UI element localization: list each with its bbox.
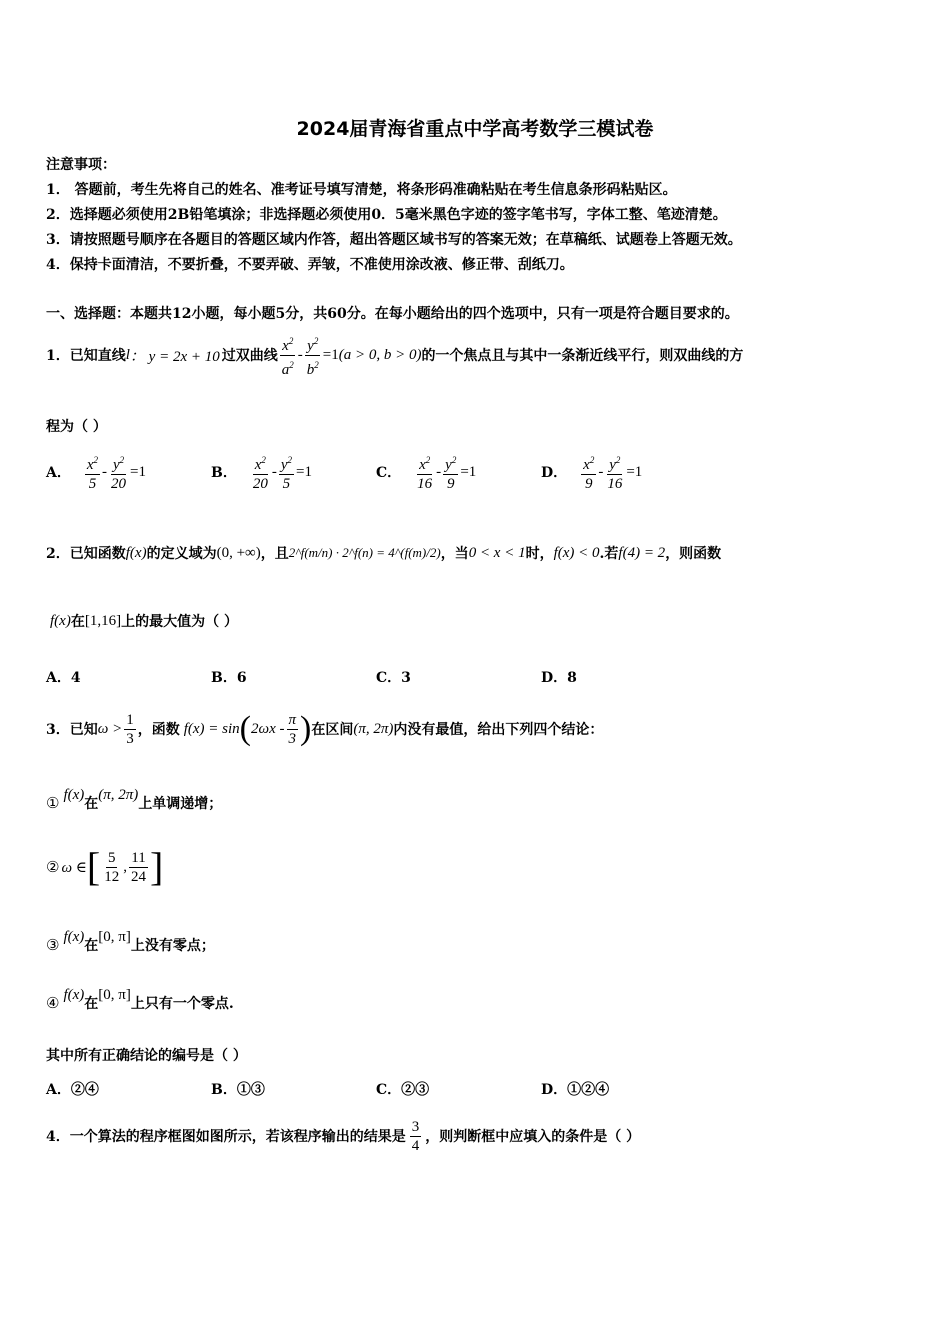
q1-option-c-label: C．	[376, 465, 402, 481]
q1-option-a-den-x: 5	[88, 476, 97, 492]
q2-option-c[interactable]: C．3	[376, 670, 411, 686]
q2-functional-equation: 2^f(m/n) · 2^f(n) = 4^(f(m)/2)	[288, 545, 441, 560]
q1-option-a[interactable]: A． $\frac{x^2}{5}$ - $\frac{y^2}{20}$ =1	[46, 450, 146, 494]
q1-mid-text: 过双曲线	[221, 348, 278, 364]
q1-option-b-den-y: 5	[282, 476, 291, 492]
q3-option-d[interactable]: D．①②④	[541, 1082, 610, 1098]
q3-post: 内没有最值，给出下列四个结论：	[393, 722, 604, 738]
q3-omega-cond: ω >	[97, 720, 123, 737]
q2-line2-post: 上的最大值为（ ）	[121, 614, 238, 630]
q2-prefix: 2．已知函数	[46, 546, 126, 562]
q4-den: 4	[411, 1137, 420, 1154]
q3-c4-post: 上只有一个零点.	[130, 996, 234, 1012]
q2-fx: f(x)	[125, 544, 147, 561]
q3-c1-mark: ①	[46, 794, 60, 812]
q3-c2-mark: ②	[46, 858, 60, 876]
q3-option-c[interactable]: C．②③	[376, 1082, 430, 1098]
q3-omega-num: 1	[126, 711, 134, 728]
q1-hyperbola-y-term: $\frac{y^2}{b^2}$	[305, 332, 321, 379]
q2-ruo: .若	[599, 546, 619, 562]
q3-c2-a-den: 12	[104, 868, 120, 885]
q1-hyperbola-x-term: $\frac{x^2}{a^2}$	[280, 332, 296, 379]
q1-option-a-label: A．	[46, 465, 71, 481]
q2-option-a[interactable]: A．4	[46, 670, 81, 686]
q1-option-d[interactable]: D． $\frac{x^2}{9}$ - $\frac{y^2}{16}$ =1	[541, 450, 642, 494]
q2-when: ，当	[440, 546, 469, 562]
q3-interval: (π, 2π)	[353, 720, 394, 737]
q1-line-equation: ： y = 2x + 10	[129, 348, 220, 365]
q3-c3-mark: ③	[46, 936, 60, 954]
question-1: 1．已知直线 l ： y = 2x + 10 过双曲线 $\frac{x^2}{a^2}$ - $\frac{y^2}{b^2}$ =1 (a > 0, b > 0) 的一个焦点且与其中一条渐近线平行，则双曲线的方	[46, 332, 743, 378]
q2-negative: f(x) < 0	[553, 544, 600, 561]
q3-conclusion-4	[46, 986, 234, 1020]
q1-line-name: l	[125, 346, 130, 363]
q2-line2-fx: f(x)	[50, 612, 71, 629]
q2-domain-text: 的定义域为	[146, 546, 217, 562]
q1-option-c-den-x: 16	[417, 476, 433, 492]
q2-range: 0 < x < 1	[468, 544, 526, 561]
q1-option-b[interactable]: B． $\frac{x^2}{20}$ - $\frac{y^2}{5}$ =1	[211, 450, 312, 494]
notice-item-4: 4．保持卡面清洁，不要折叠，不要弄破、弄皱，不准使用涂改液、修正带、刮纸刀。	[46, 257, 574, 273]
q3-c4-interval: [0, π]	[98, 986, 131, 1003]
q1-hyperbola-rhs: =1	[322, 346, 339, 363]
q3-omega-den: 3	[126, 730, 134, 747]
q3-argument: 2ωx -	[251, 720, 285, 737]
q3-c3-interval: [0, π]	[98, 928, 131, 945]
q3-question: 其中所有正确结论的编号是（ ）	[46, 1048, 247, 1064]
q2-option-d[interactable]: D．8	[541, 670, 577, 686]
q3-c4-zai: 在	[84, 996, 99, 1012]
q3-conclusion-2: ② ω ∈ [ $\frac{5}{12}$ , $\frac{11}{24}$ ]	[46, 844, 164, 889]
q1-post-text: 的一个焦点且与其中一条渐近线平行，则双曲线的方	[421, 348, 744, 364]
q3-c1-f: f(x)	[63, 786, 85, 803]
q1-option-d-label: D．	[541, 465, 568, 481]
q4-num: 3	[411, 1118, 420, 1135]
notice-item-1: 1． 答题前，考生先将自己的姓名、准考证号填写清楚，将条形码准确粘贴在考生信息条形码粘贴区。	[46, 182, 677, 198]
q3-three: 3	[288, 730, 296, 747]
notice-heading: 注意事项：	[46, 157, 116, 173]
q2-option-b[interactable]: B．6	[211, 670, 247, 686]
q3-c2-a-num: 5	[107, 849, 116, 866]
q3-c1-zai: 在	[84, 796, 99, 812]
q3-c3-zai: 在	[84, 938, 99, 954]
q3-c2-b-den: 24	[130, 868, 146, 885]
q2-zai: 在	[70, 614, 85, 630]
q1-continuation: 程为（ ）	[46, 419, 107, 435]
q3-c3-f: f(x)	[63, 928, 85, 945]
question-3: 3．已知 ω > $\frac{1}{3}$ ，函数 f(x) = sin ( 2ωx - $\frac{\pi}{3}$ ) 在区间 (π, 2π) 内没有最值，给出下列四个结论：	[46, 710, 604, 747]
q1-condition: (a > 0, b > 0)	[338, 346, 422, 363]
q3-func-text: ，函数	[137, 722, 180, 738]
q3-omega-fraction	[124, 711, 136, 748]
q3-fdef: f(x) = sin	[183, 720, 240, 737]
q4-post: ，则判断框中应填入的条件是（ ）	[425, 1129, 641, 1145]
q2-f4: f(4) = 2	[618, 544, 666, 561]
q1-option-b-den-x: 20	[252, 476, 268, 492]
q3-c2-b-num: 11	[131, 849, 146, 866]
q1-option-c[interactable]: C． $\frac{x^2}{16}$ - $\frac{y^2}{9}$ =1	[376, 450, 476, 494]
q3-conclusion-1	[46, 786, 222, 820]
q1-option-d-den-y: 16	[607, 476, 623, 492]
q3-prefix: 3．已知	[46, 722, 98, 738]
q3-pi: π	[288, 711, 297, 728]
q1-option-b-label: B．	[211, 465, 237, 481]
q3-c1-interval: (π, 2π)	[98, 786, 139, 803]
q3-c1-post: 上单调递增；	[138, 796, 223, 812]
page-title: 2024届青海省重点中学高考数学三模试卷	[296, 118, 654, 140]
notice-item-3: 3．请按照题号顺序在各题目的答题区域内作答，超出答题区域书写的答案无效；在草稿纸、试题卷上答题无效。	[46, 232, 742, 248]
q3-interval-pre: 在区间	[311, 722, 354, 738]
notice-item-2: 2．选择题必须使用2B铅笔填涂；非选择题必须使用0．5毫米黑色字迹的签字笔书写，字体工整、笔迹清楚。	[46, 207, 727, 223]
q3-c4-mark: ④	[46, 994, 60, 1012]
q3-c3-post: 上没有零点；	[130, 938, 215, 954]
q3-option-a[interactable]: A．②④	[46, 1082, 99, 1098]
q1-prefix: 1．已知直线	[46, 348, 126, 364]
question-4	[46, 1112, 640, 1160]
q4-prefix: 4．一个算法的程序框图如图所示，若该程序输出的结果是	[46, 1129, 406, 1145]
question-2	[46, 536, 721, 570]
q2-and: ，且	[260, 546, 289, 562]
q3-conclusion-3	[46, 928, 215, 962]
q3-option-b[interactable]: B．①③	[211, 1082, 265, 1098]
q2-line-2	[50, 606, 238, 636]
q1-option-d-den-x: 9	[584, 476, 593, 492]
q3-c2-pre: ω ∈	[61, 859, 87, 876]
q2-interval: [1,16]	[84, 612, 122, 629]
section-heading: 一、选择题：本题共12小题，每小题5分，共60分。在每小题给出的四个选项中，只有一项是符合题目要求的。	[46, 306, 739, 322]
q2-shi: 时，	[525, 546, 554, 562]
q1-option-c-den-y: 9	[446, 476, 455, 492]
q2-domain: (0, +∞)	[216, 544, 261, 561]
q3-c4-f: f(x)	[63, 986, 85, 1003]
q1-option-a-den-y: 20	[111, 476, 127, 492]
q2-tail: ，则函数	[665, 546, 722, 562]
